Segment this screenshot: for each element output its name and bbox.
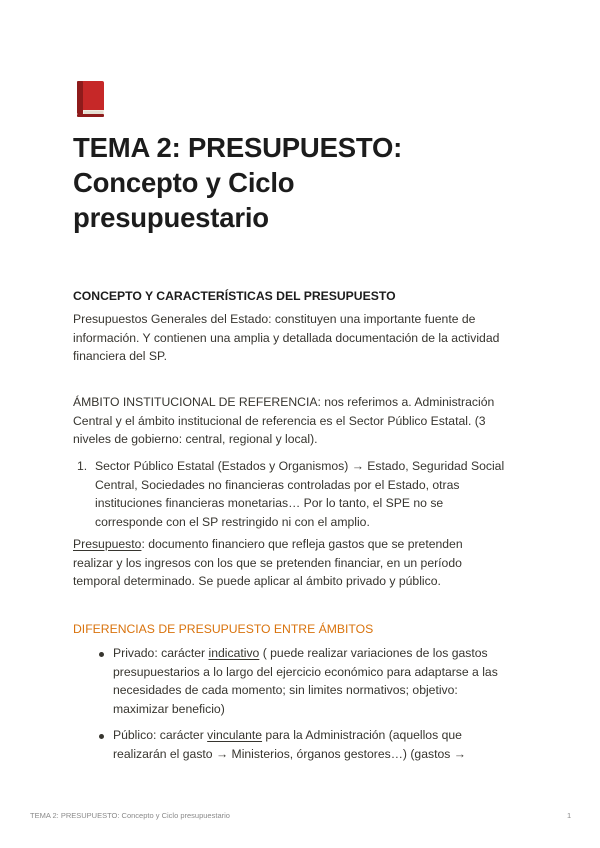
page-title: [73, 130, 533, 235]
indicativo-term: indicativo: [208, 646, 260, 660]
list-number: 1.: [77, 459, 88, 473]
list-item-spe: [95, 457, 535, 531]
text-line: Central y el ámbito institucional de referencia es el Sector Público Estatal. (3: [73, 413, 486, 428]
text-run: ( puede realizar variaciones de los gastos: [259, 646, 488, 660]
text-line: información. Y contienen una amplia y detallada documentación de la actividad: [73, 330, 500, 345]
text-line: financiera del SP.: [73, 349, 167, 364]
text-line: corresponde con el SP restringido ni con el amplio.: [95, 514, 370, 529]
paragraph-pge: [73, 310, 533, 366]
text-line: Sector Público Estatal (Estados y Organismos) → Estado, Seguridad Social: [95, 459, 505, 473]
text-run: Público: carácter: [113, 728, 208, 742]
page-number: 1: [567, 811, 572, 820]
title-line: TEMA 2: PRESUPUESTO:: [73, 132, 403, 163]
title-line: Concepto y Ciclo: [73, 167, 295, 198]
text-line: [113, 644, 538, 663]
text-line: presupuestarios a lo largo del ejercicio económico para adaptarse a las: [113, 664, 498, 679]
text-line: instituciones financieras monetarias… Por lo tanto, el SPE no se: [95, 496, 444, 511]
text-line: niveles de gobierno: central, regional y local).: [73, 432, 318, 447]
red-book-icon: [74, 80, 108, 118]
paragraph-presupuesto: [73, 535, 533, 591]
text-run: : documento financiero que refleja gastos que se pretenden: [141, 537, 463, 551]
vinculante-term: vinculante: [207, 728, 263, 742]
bullet-item-privado: [113, 644, 538, 718]
text-line: temporal determinado. Se puede aplicar al ámbito privado y público.: [73, 574, 441, 589]
text-line: realizarán el gasto → Ministerios, órganos gestores…) (gastos →: [113, 746, 466, 761]
paragraph-ambito: [73, 393, 533, 449]
bullet-dot: [99, 652, 104, 657]
bullet-item-publico: [113, 726, 538, 763]
presupuesto-term: Presupuesto: [73, 537, 142, 551]
text-line: Presupuestos Generales del Estado: constituyen una importante fuente de: [73, 312, 476, 326]
title-line: presupuestario: [73, 202, 269, 233]
text-line: maximizar beneficio): [113, 701, 225, 716]
text-line: necesidades de cada momento; sin limites normativos; objetivo:: [113, 683, 458, 698]
text-run: Privado: carácter: [113, 646, 209, 660]
bullet-dot: [99, 734, 104, 739]
text-line: [113, 726, 538, 745]
text-line: ÁMBITO INSTITUCIONAL DE REFERENCIA: nos referimos a. Administración: [73, 395, 495, 409]
footer-title: TEMA 2: PRESUPUESTO: Concepto y Ciclo presupuestario: [30, 811, 230, 820]
section-heading-diferencias: DIFERENCIAS DE PRESUPUESTO ENTRE ÁMBITOS: [73, 622, 374, 636]
section-heading-concepto: CONCEPTO Y CARACTERÍSTICAS DEL PRESUPUESTO: [73, 289, 396, 303]
text-line: Central, Sociedades no financieras controladas por el Estado, otras: [95, 477, 460, 492]
text-line: realizar y los ingresos con los que se pretenden financiar, en un período: [73, 555, 462, 570]
text-run: para la Administración (aquellos que: [262, 728, 462, 742]
text-line: [73, 535, 533, 554]
